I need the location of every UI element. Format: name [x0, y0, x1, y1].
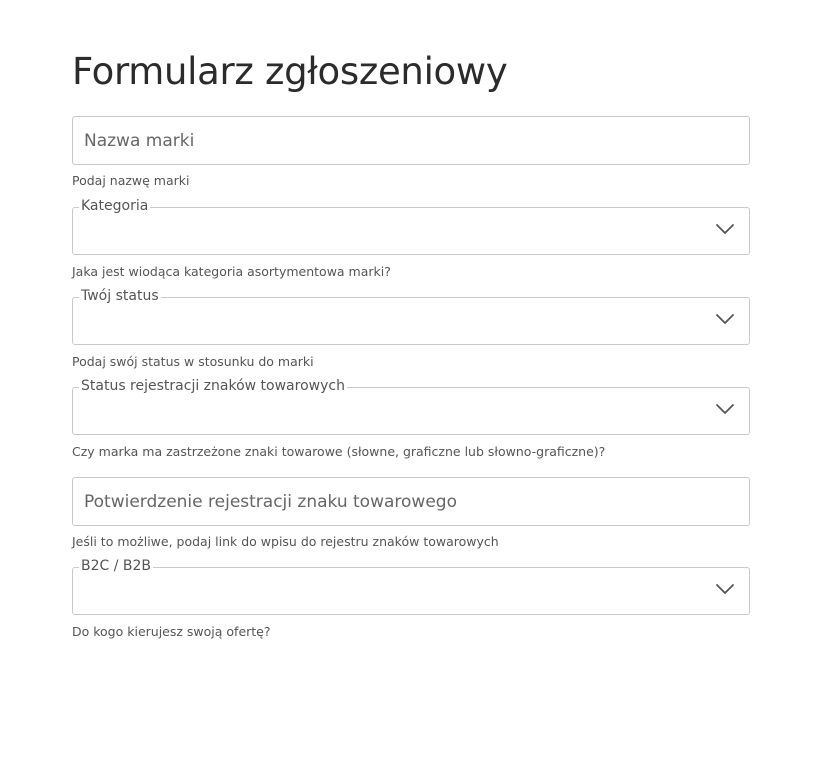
brand-name-placeholder: Nazwa marki	[84, 131, 195, 151]
brand-name-helper: Podaj nazwę marki	[72, 173, 190, 188]
trademark-confirmation-input[interactable]	[72, 477, 750, 526]
trademark-registration-helper: Czy marka ma zastrzeżone znaki towarowe (słowne, graficzne lub słowno-graficzne)?	[72, 444, 606, 459]
chevron-down-icon	[715, 313, 735, 325]
category-select[interactable]	[72, 198, 750, 255]
b2c-b2b-select[interactable]	[72, 558, 750, 615]
trademark-confirmation-helper: Jeśli to możliwe, podaj link do wpisu do rejestru znaków towarowych	[72, 534, 499, 549]
category-label: Kategoria	[81, 198, 149, 214]
chevron-down-icon	[715, 583, 735, 595]
brand-name-input[interactable]	[72, 116, 750, 165]
your-status-label: Twój status	[81, 288, 159, 304]
chevron-down-icon	[715, 403, 735, 415]
trademark-registration-label: Status rejestracji znaków towarowych	[81, 378, 345, 394]
category-helper: Jaka jest wiodąca kategoria asortymentowa marki?	[72, 264, 391, 279]
page-title: Formularz zgłoszeniowy	[72, 50, 508, 93]
trademark-confirmation-placeholder: Potwierdzenie rejestracji znaku towarowego	[84, 492, 457, 512]
trademark-registration-select[interactable]	[72, 378, 750, 435]
your-status-select[interactable]	[72, 288, 750, 345]
b2c-b2b-helper: Do kogo kierujesz swoją ofertę?	[72, 624, 271, 639]
b2c-b2b-label: B2C / B2B	[81, 558, 152, 574]
your-status-helper: Podaj swój status w stosunku do marki	[72, 354, 314, 369]
chevron-down-icon	[715, 223, 735, 235]
